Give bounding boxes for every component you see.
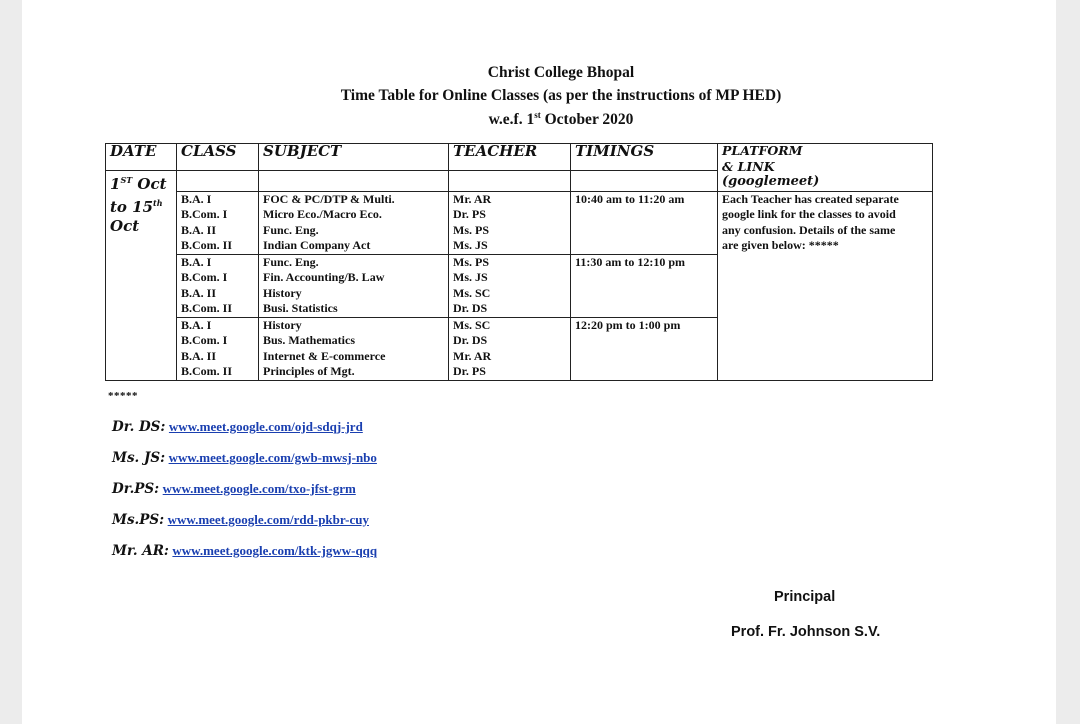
header-class: CLASS (177, 144, 259, 171)
meet-link[interactable]: www.meet.google.com/ktk-jgww-qqq (172, 543, 378, 558)
timetable (105, 143, 933, 381)
date-range: 1ST Oct to 15th Oct (106, 171, 177, 381)
slot-2-timing: 11:30 am to 12:10 pm (571, 254, 718, 317)
slot-2-classes: B.A. I B.Com. I B.A. II B.Com. II (177, 254, 259, 317)
header-date: DATE (106, 144, 177, 171)
teacher-name: Ms. JS: (112, 450, 166, 466)
meet-link[interactable]: www.meet.google.com/rdd-pkbr-cuy (167, 512, 369, 527)
timetable-header-row (106, 144, 933, 171)
teacher-name: Dr.PS: (112, 481, 160, 497)
signature-name: Prof. Fr. Johnson S.V. (731, 624, 881, 640)
slot-1-timing: 10:40 am to 11:20 am (571, 191, 718, 254)
signature-title: Principal (774, 589, 836, 605)
footnote-stars: ***** (108, 390, 138, 402)
meet-links-list (112, 419, 377, 574)
slot-1-subjects: FOC & PC/DTP & Multi. Micro Eco./Macro Eco. Func. Eng. Indian Company Act (259, 191, 449, 254)
slot-3-timing: 12:20 pm to 1:00 pm (571, 317, 718, 380)
timetable-slot-1 (106, 191, 933, 254)
document-subtitle: Time Table for Online Classes (as per the instructions of MP HED) (340, 87, 782, 104)
meet-link[interactable]: www.meet.google.com/gwb-mwsj-nbo (168, 450, 377, 465)
platform-note: Each Teacher has created separate google link for the classes to avoid any confusion. Details of the same are given below: ***** (718, 191, 933, 380)
college-name: Christ College Bhopal (487, 64, 635, 81)
meet-link-row (112, 512, 377, 543)
meet-link-row (112, 450, 377, 481)
slot-3-teachers: Ms. SC Dr. DS Mr. AR Dr. PS (449, 317, 571, 380)
slot-3-classes: B.A. I B.Com. I B.A. II B.Com. II (177, 317, 259, 380)
header-timings: TIMINGS (571, 144, 718, 171)
slot-1-classes: B.A. I B.Com. I B.A. II B.Com. II (177, 191, 259, 254)
meet-link[interactable]: www.meet.google.com/ojd-sdqj-jrd (168, 419, 363, 434)
meet-link-row (112, 419, 377, 450)
effective-date: w.e.f. 1st October 2020 (488, 110, 634, 129)
header-teacher: TEACHER (449, 144, 571, 171)
slot-2-subjects: Func. Eng. Fin. Accounting/B. Law History Busi. Statistics (259, 254, 449, 317)
teacher-name: Dr. DS: (112, 419, 166, 435)
slot-1-teachers: Mr. AR Dr. PS Ms. PS Ms. JS (449, 191, 571, 254)
meet-link-row (112, 543, 377, 574)
meet-link-row (112, 481, 377, 512)
teacher-name: Mr. AR: (112, 543, 169, 559)
teacher-name: Ms.PS: (112, 512, 165, 528)
slot-3-subjects: History Bus. Mathematics Internet & E-commerce Principles of Mgt. (259, 317, 449, 380)
header-subject: SUBJECT (259, 144, 449, 171)
slot-2-teachers: Ms. PS Ms. JS Ms. SC Dr. DS (449, 254, 571, 317)
meet-link[interactable]: www.meet.google.com/txo-jfst-grm (162, 481, 356, 496)
header-platform: PLATFORM & LINK (googlemeet) (718, 144, 933, 192)
